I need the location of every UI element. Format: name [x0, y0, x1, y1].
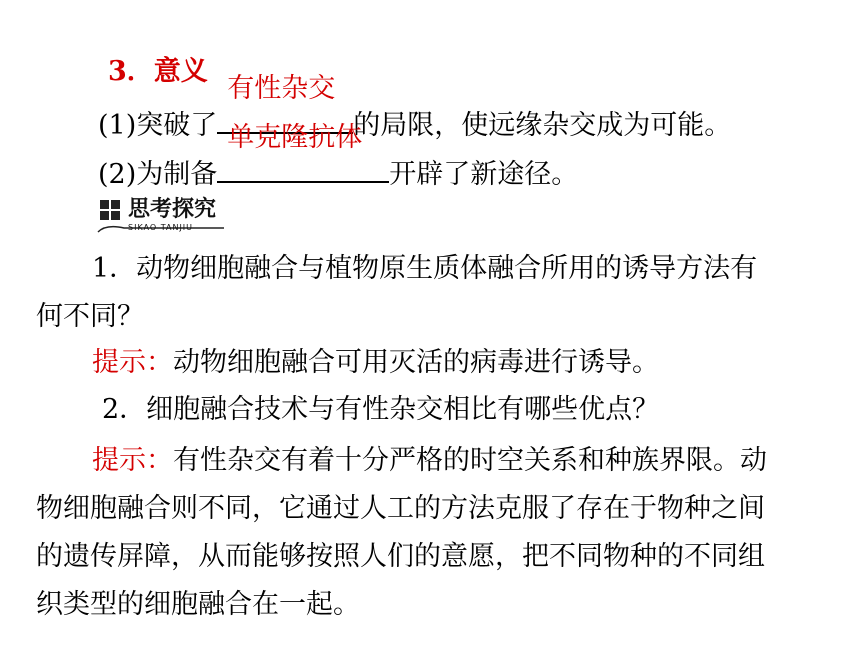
significance-line-1	[98, 73, 732, 143]
line1-before: (1)突破了	[98, 110, 218, 141]
badge-subtitle: SIKAO TANJIU	[128, 223, 194, 232]
answer-1-label: 提示：	[92, 347, 173, 378]
question-1-line-b: 何不同？	[36, 301, 144, 332]
answer-2-line-3: 的遗传屏障，从而能够按照人们的意愿，把不同物种的不同组	[36, 541, 765, 572]
think-explore-badge	[96, 196, 226, 238]
section-heading: 3．意义	[108, 56, 208, 87]
question-1-line-a: 1．动物细胞融合与植物原生质体融合所用的诱导方法有	[92, 253, 758, 284]
blank-1-answer: 有性杂交	[227, 73, 336, 104]
answer-2-first	[92, 444, 767, 478]
blank-2-answer: 单克隆抗体	[227, 122, 363, 153]
answer-1	[92, 346, 659, 380]
badge-title: 思考探究	[128, 197, 217, 222]
answer-2-label: 提示：	[92, 445, 173, 476]
line2-after: 开辟了新途径。	[389, 159, 579, 190]
answer-2-line-2: 物细胞融合则不同，它通过人工的方法克服了存在于物种之间	[36, 493, 765, 524]
blank-2	[217, 122, 389, 183]
line1-after: 的局限，使远缘杂交成为可能。	[353, 110, 732, 141]
answer-2-line-4: 织类型的细胞融合在一起。	[36, 589, 360, 620]
grid-icon	[100, 200, 120, 220]
line2-before: (2)为制备	[98, 159, 218, 190]
answer-2-text-first: 有性杂交有着十分严格的时空关系和种族界限。动	[173, 445, 767, 476]
question-2: 2．细胞融合技术与有性杂交相比有哪些优点？	[102, 394, 660, 425]
answer-1-text: 动物细胞融合可用灭活的病毒进行诱导。	[173, 347, 659, 378]
